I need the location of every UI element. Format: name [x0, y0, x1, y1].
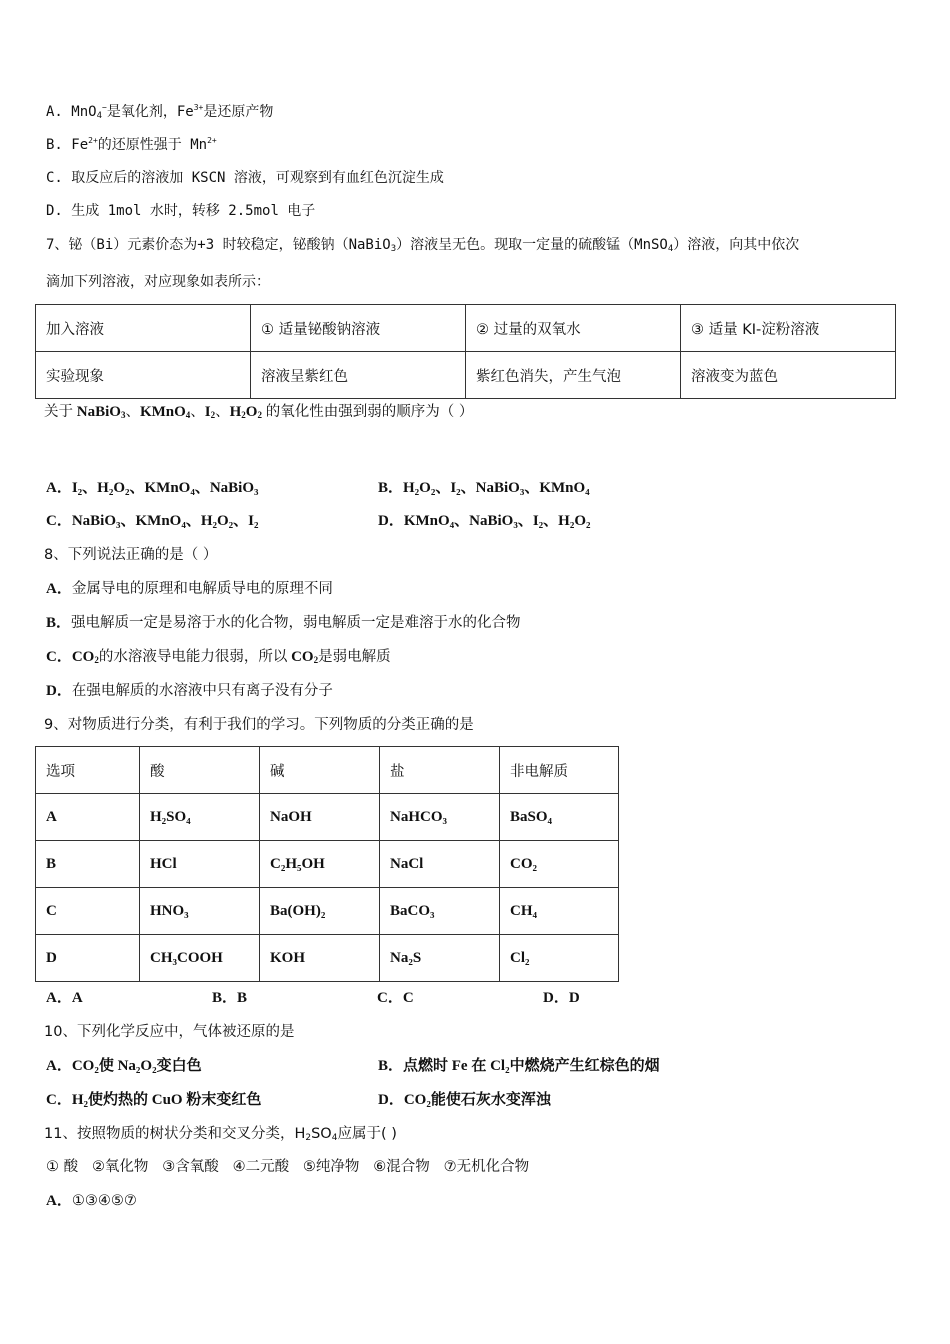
option-text: B [237, 990, 248, 1006]
q7-option-c[interactable] [46, 511, 259, 531]
table-cell: Ba(OH)₂ [260, 888, 380, 935]
option-text: 金属导电的原理和电解质导电的原理不同 [71, 581, 333, 597]
q9-option-b[interactable] [212, 988, 247, 1008]
stem-text: 9、对物质进行分类，有利于我们的学习。下列物质的分类正确的是 [44, 717, 474, 733]
option-text: D [568, 990, 580, 1006]
table-cell: HNO₃ [140, 888, 260, 935]
option-text: A [71, 990, 83, 1006]
q7-question: 关于 NaBiO$_3$、KMnO$_4$、$I_2$、$H_2O_2$ 的氧化性由强到弱的顺序为（ ） [44, 404, 474, 420]
option-label: A. [46, 104, 63, 120]
option-label: D. [46, 203, 63, 219]
table-cell: 溶液呈紫红色 [251, 352, 466, 399]
option-text: 点燃时 Fe 在 Cl₂中燃烧产生红棕色的烟 [403, 1058, 660, 1074]
q10-stem [44, 1022, 294, 1042]
subscript: 2 [94, 655, 99, 665]
stem-text: 滴加下列溶液，对应现象如表所示： [46, 274, 270, 290]
option-label: C. [46, 170, 63, 186]
option-label: D． [378, 1092, 404, 1108]
option-text: CO₂能使石灰水变浑浊 [403, 1092, 551, 1108]
table-cell: Cl₂ [500, 935, 619, 982]
option-text: Fe [71, 137, 89, 153]
stem-text: 11、按照物质的树状分类和交叉分类，H [44, 1126, 306, 1142]
table-cell: ③ 适量 KI-淀粉溶液 [681, 305, 896, 352]
table-row [36, 841, 619, 888]
option-text: 的还原性强于 Mn [97, 137, 208, 153]
table-cell: BaSO₄ [500, 794, 619, 841]
stem-text: 7、铋（Bi）元素价态为+3 时较稳定，铋酸钠（NaBiO [46, 237, 391, 253]
q10-option-d[interactable] [378, 1090, 551, 1110]
subscript: 3 [390, 244, 397, 254]
table-cell: NaHCO₃ [380, 794, 500, 841]
table-row [36, 794, 619, 841]
option-text: 的水溶液导电能力很弱，所以 [98, 649, 288, 665]
option-label: C． [46, 649, 72, 665]
table-cell: CH₃COOH [140, 935, 260, 982]
option-text: 是弱电解质 [318, 649, 391, 665]
q7-stem-line2 [46, 272, 270, 292]
option-text: NaBiO₃、KMnO₄、H₂O₂、I₂ [71, 513, 259, 529]
option-label: D． [46, 683, 72, 699]
option-label: A． [46, 990, 72, 1006]
q8-option-b[interactable] [46, 613, 521, 633]
table-cell: 溶液变为蓝色 [681, 352, 896, 399]
table-row [36, 935, 619, 982]
table-cell: H₂SO₄ [140, 794, 260, 841]
table-cell: C [36, 888, 140, 935]
option-label: B． [212, 990, 238, 1006]
q9-classification-table [35, 746, 619, 982]
table-row [36, 888, 619, 935]
choice-item: ⑦无机化合物 [443, 1159, 530, 1175]
question-text: 关于 [44, 404, 73, 420]
q6-option-a [46, 102, 273, 122]
table-cell: BaCO₃ [380, 888, 500, 935]
stem-text: ）溶液，向其中依次 [673, 237, 800, 253]
stem-text: ）溶液呈无色。现取一定量的硫酸锰（MnSO [396, 237, 668, 253]
table-cell: CO₂ [500, 841, 619, 888]
table-header-cell: 酸 [140, 747, 260, 794]
option-text: KMnO₄、NaBiO₃、I₂、H₂O₂ [403, 513, 591, 529]
option-label: B． [378, 480, 404, 496]
table-header-cell: 非电解质 [500, 747, 619, 794]
stem-text: SO [311, 1126, 332, 1142]
choice-item: ⑤纯净物 [302, 1159, 360, 1175]
superscript: − [102, 103, 107, 112]
q11-stem [44, 1124, 397, 1144]
superscript: 2+ [88, 136, 98, 145]
table-cell: 实验现象 [36, 352, 251, 399]
option-label: C． [377, 990, 403, 1006]
option-label: B． [46, 615, 72, 631]
option-label: D． [543, 990, 569, 1006]
q6-option-d [46, 201, 315, 221]
option-text: 生成 1mol 水时，转移 2.5mol 电子 [71, 203, 316, 219]
q10-option-c[interactable] [46, 1090, 261, 1110]
q10-option-a[interactable] [46, 1056, 202, 1076]
option-text: CO [291, 649, 314, 665]
table-cell: HCl [140, 841, 260, 888]
q9-option-d[interactable] [543, 988, 580, 1008]
superscript: 2+ [207, 136, 217, 145]
table-header-cell: 选项 [36, 747, 140, 794]
q9-option-c[interactable] [377, 988, 414, 1008]
choice-item: ① 酸 [46, 1159, 79, 1175]
table-cell: D [36, 935, 140, 982]
option-text: CO [71, 649, 95, 665]
option-label: C． [46, 1092, 72, 1108]
q8-option-a[interactable] [46, 579, 333, 599]
table-header-cell: 盐 [380, 747, 500, 794]
superscript: 3+ [193, 103, 204, 112]
table-row [36, 305, 896, 352]
option-label: A． [46, 1193, 72, 1209]
option-label: B． [378, 1058, 404, 1074]
table-cell: NaCl [380, 841, 500, 888]
q9-option-a[interactable] [46, 988, 83, 1008]
table-cell: KOH [260, 935, 380, 982]
subscript: 4 [667, 244, 674, 254]
option-text: ①③④⑤⑦ [71, 1193, 137, 1209]
q6-option-c [46, 168, 444, 188]
option-text: MnO [71, 104, 97, 120]
option-text: H₂使灼热的 CuO 粉末变红色 [71, 1092, 262, 1108]
table-cell: B [36, 841, 140, 888]
choice-item: ⑥混合物 [373, 1159, 430, 1175]
option-text: H₂O₂、I₂、NaBiO₃、KMnO₄ [403, 480, 590, 496]
q7-option-a[interactable] [46, 478, 259, 498]
option-label: A． [46, 480, 72, 496]
subscript: 4 [96, 111, 103, 121]
q11-option-a[interactable] [46, 1191, 137, 1211]
option-label: B. [46, 137, 63, 153]
table-cell: 加入溶液 [36, 305, 251, 352]
q7-experiment-table [35, 304, 896, 399]
stem-text: 8、下列说法正确的是（ ） [44, 547, 218, 563]
table-cell: CH₄ [500, 888, 619, 935]
table-cell: 紫红色消失，产生气泡 [466, 352, 681, 399]
q8-stem [44, 545, 217, 565]
option-text: CO₂使 Na₂O₂变白色 [71, 1058, 202, 1074]
subscript: 2 [305, 1133, 312, 1143]
stem-text: 10、下列化学反应中，气体被还原的是 [44, 1024, 295, 1040]
choice-item: ③含氧酸 [162, 1159, 219, 1175]
table-cell: A [36, 794, 140, 841]
table-cell: NaOH [260, 794, 380, 841]
q6-option-b [46, 135, 217, 155]
q7-option-d[interactable] [378, 511, 591, 531]
q7-option-b[interactable] [378, 478, 590, 498]
subscript: 2 [313, 655, 319, 665]
choice-item: ②氧化物 [91, 1159, 149, 1175]
subscript: 4 [331, 1133, 338, 1143]
table-cell: ② 过量的双氧水 [466, 305, 681, 352]
q7-stem-line1 [46, 235, 799, 255]
q11-choices [46, 1157, 529, 1177]
option-text: 是氧化剂，Fe [106, 104, 194, 120]
table-row [36, 352, 896, 399]
option-label: D． [378, 513, 404, 529]
option-text: 在强电解质的水溶液中只有离子没有分子 [71, 683, 333, 699]
table-cell: ① 适量铋酸钠溶液 [251, 305, 466, 352]
question-text: 的氧化性由强到弱的顺序为（ ） [265, 404, 474, 420]
table-header-row [36, 747, 619, 794]
q8-option-d[interactable] [46, 681, 333, 701]
table-header-cell: 碱 [260, 747, 380, 794]
option-label: C． [46, 513, 72, 529]
option-text: 取反应后的溶液加 KSCN 溶液，可观察到有血红色沉淀生成 [71, 170, 444, 186]
q10-option-b[interactable] [378, 1056, 660, 1076]
table-cell: Na₂S [380, 935, 500, 982]
option-label: A． [46, 581, 72, 597]
q8-option-c[interactable] [46, 647, 391, 667]
option-label: A． [46, 1058, 72, 1074]
choice-item: ④二元酸 [232, 1159, 290, 1175]
q9-stem [44, 715, 474, 735]
stem-text: 应属于( ) [337, 1126, 397, 1142]
table-cell: C₂H₅OH [260, 841, 380, 888]
option-text: 强电解质一定是易溶于水的化合物，弱电解质一定是难溶于水的化合物 [71, 615, 521, 631]
option-text: I₂、H₂O₂、KMnO₄、NaBiO₃ [71, 480, 259, 496]
option-text: 是还原产物 [203, 104, 274, 120]
option-text: C [402, 990, 414, 1006]
